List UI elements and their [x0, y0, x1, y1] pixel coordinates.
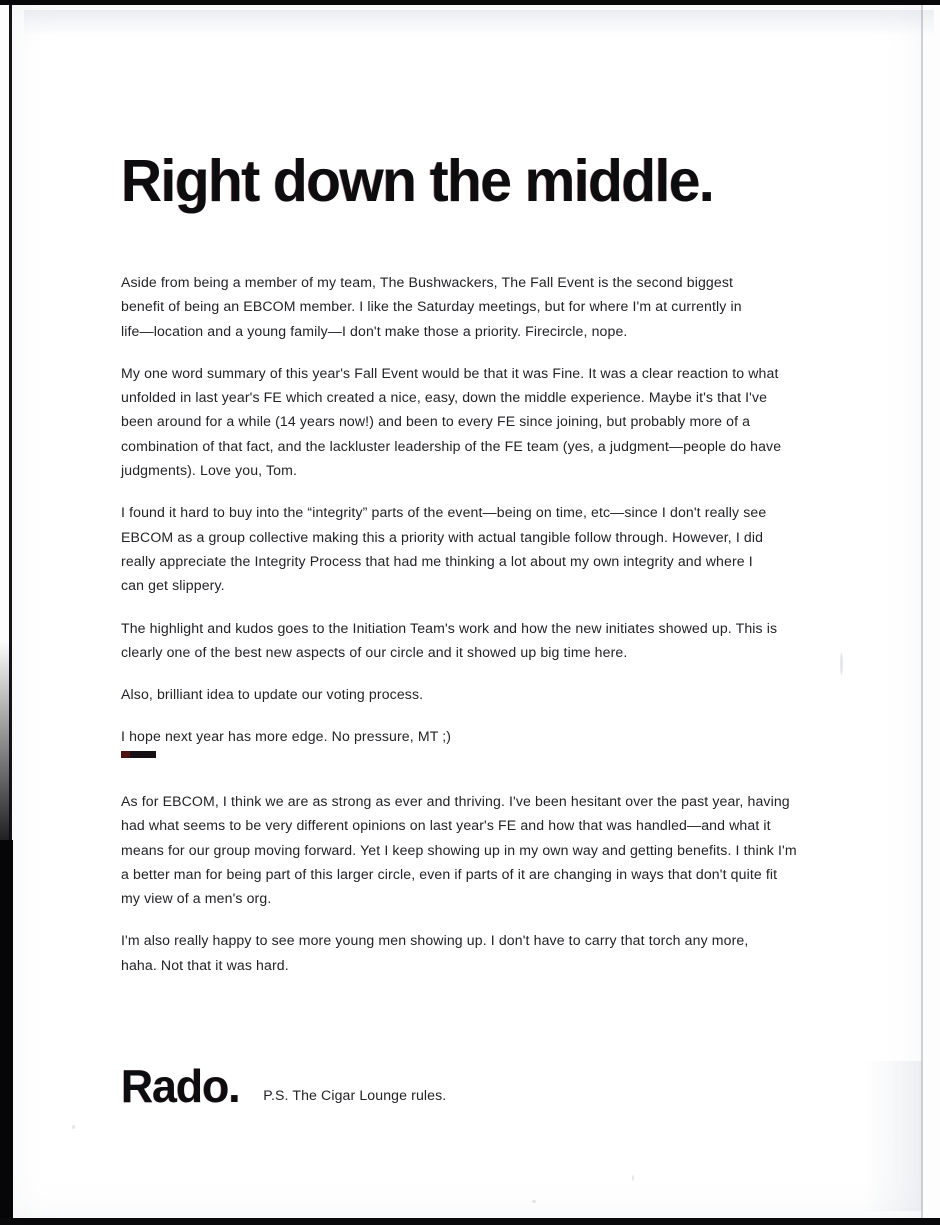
scan-edge-left-gradient	[0, 640, 10, 845]
paragraph: Also, brilliant idea to update our voting process.	[121, 686, 424, 703]
signature-name: Rado.	[121, 1060, 240, 1112]
section-divider-rule	[121, 751, 156, 758]
scan-speckle	[840, 653, 843, 675]
paragraph: My one word summary of this year's Fall Event would be that it was Fine. It was a clear reaction to what unfolded in last year's FE which created a nice, easy, down the middle experience. Maybe it's that I've been around for a while (14 years now!) and been to every FE since joining, but probably more of a combination of that fact, and the lackluster leadership of the FE team (yes, a judgment—people do have judgments). Love you, Tom.	[121, 364, 782, 479]
scan-speckle	[632, 1175, 634, 1181]
paragraph: I found it hard to buy into the “integrity” parts of the event—being on time, etc—since I don't really see EBCOM as a group collective making this a priority with actual tangible follow through. However, I did really appreciate the Integrity Process that had me thinking a lot about my own integrity and where I can get slippery.	[121, 504, 767, 594]
scan-edge-right-line	[921, 5, 923, 1218]
paragraph: I'm also really happy to see more young men showing up. I don't have to carry that torch any more, haha. Not that it was hard.	[121, 932, 749, 973]
paragraph: Aside from being a member of my team, The Bushwackers, The Fall Event is the second biggest benefit of being an EBCOM member. I like the Saturday meetings, but for where I'm at currently in life—location and a young family—I don't make those a priority. Firecircle, nope.	[121, 274, 742, 339]
letter-section-one	[121, 270, 793, 749]
paragraph: I hope next year has more edge. No pressure, MT ;)	[121, 728, 452, 745]
signature-block	[121, 1062, 446, 1110]
paragraph: The highlight and kudos goes to the Initiation Team's work and how the new initiates showed up. This is clearly one of the best new aspects of our circle and it showed up big time here.	[121, 619, 778, 660]
scan-top-shadow	[24, 10, 934, 36]
scan-corner-shadow	[862, 1061, 922, 1211]
scan-speckle	[72, 1125, 75, 1129]
scan-edge-bottom	[0, 1218, 940, 1225]
letter-section-two	[121, 789, 801, 977]
paragraph: As for EBCOM, I think we are as strong as ever and thriving. I've been hesitant over the past year, having had what seems to be very different opinions on last year's FE and how that was handled—and what it means for our group moving forward. Yet I keep showing up in my own way and getting benefits. I think I'm a better man for being part of this larger circle, even if parts of it are changing in ways that don't quite fit my view of a men's org.	[121, 793, 797, 907]
scan-edge-top	[0, 0, 940, 5]
signature-postscript: P.S. The Cigar Lounge rules.	[263, 1087, 447, 1103]
paper-sheet	[12, 5, 922, 1218]
page-title: Right down the middle.	[121, 147, 714, 214]
scan-edge-left-band	[0, 840, 13, 1218]
scan-speckle	[532, 1200, 536, 1203]
